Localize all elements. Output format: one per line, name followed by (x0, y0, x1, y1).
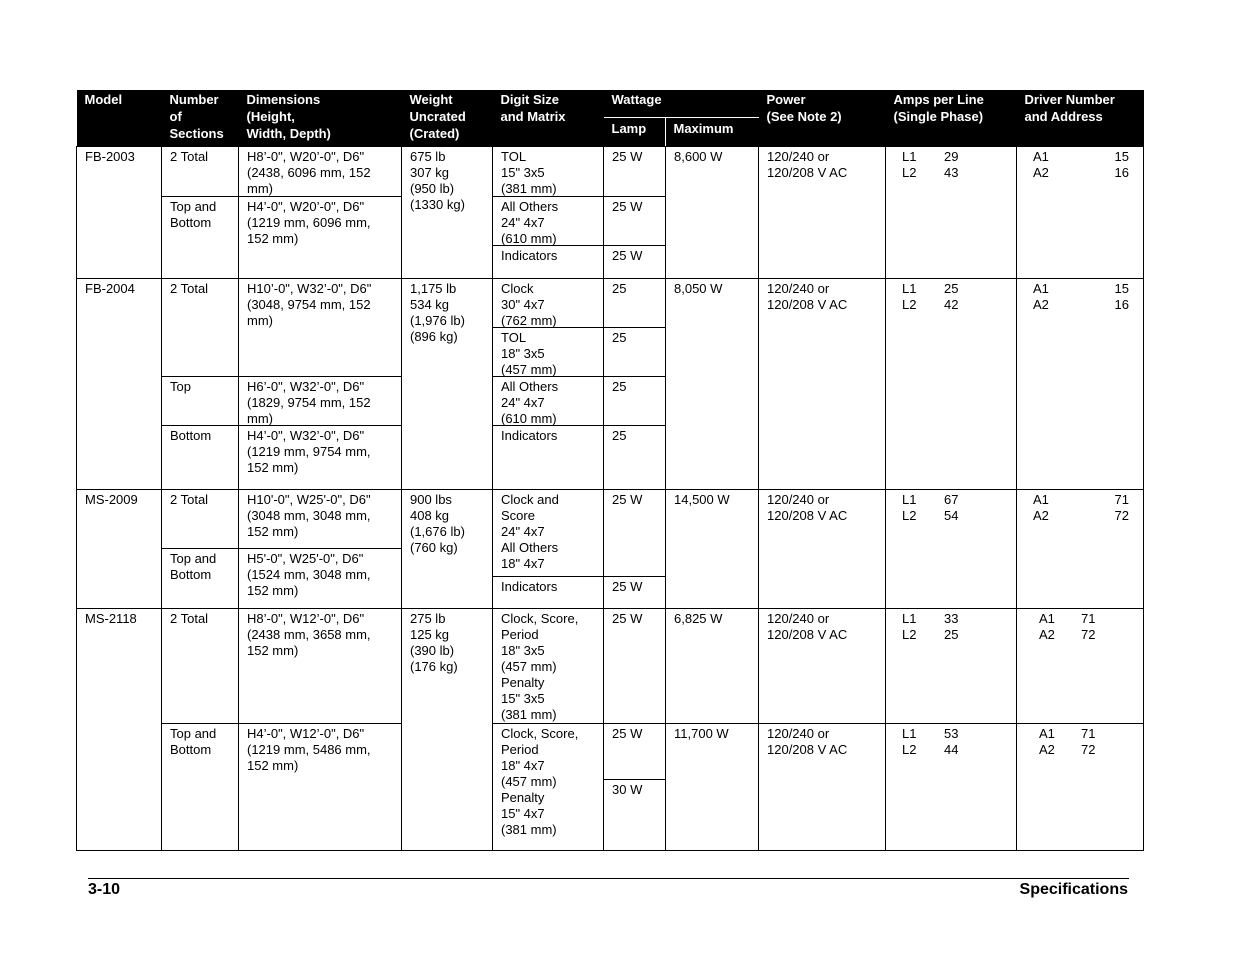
header-amps: Amps per Line (Single Phase) (886, 90, 1017, 147)
model-cell: FB-2004 (77, 279, 162, 490)
amps-cell: L1 L2 53 44 (886, 724, 1017, 851)
table-row (77, 279, 1144, 490)
lamp-cell: 25 W 30 W (604, 724, 666, 851)
lamp-cell: 25 W 25 W 25 W (604, 147, 666, 279)
sections-cell: Top and Bottom (162, 724, 239, 851)
dimensions-cell: H8’-0", W20’-0", D6" (2438, 6096 mm, 152 mm) H4’-0", W20’-0", D6" (1219 mm, 6096 mm, 152 mm) (239, 147, 402, 279)
weight-cell: 275 lb 125 kg (390 lb) (176 kg) (402, 609, 493, 851)
power-cell: 120/240 or 120/208 V AC (759, 609, 886, 724)
lamp-cell: 25 25 25 25 (604, 279, 666, 490)
driver-cell: A1 A2 71 72 (1017, 490, 1144, 609)
header-maximum: Maximum (673, 121, 734, 136)
specifications-table (76, 90, 1144, 851)
amps-cell: L1 L2 29 43 (886, 147, 1017, 279)
weight-cell: 675 lb 307 kg (950 lb) (1330 kg) (402, 147, 493, 279)
section-title: Specifications (1019, 881, 1128, 898)
header-dimensions: Dimensions (Height, Width, Depth) (239, 90, 402, 147)
header-wattage-title: Wattage (604, 90, 759, 118)
driver-cell: A1 A2 71 72 (1017, 609, 1144, 724)
table-header-row (77, 90, 1144, 147)
table-row (77, 724, 1144, 851)
weight-cell: 1,175 lb 534 kg (1,976 lb) (896 kg) (402, 279, 493, 490)
power-cell: 120/240 or 120/208 V AC (759, 724, 886, 851)
amps-cell: L1 L2 67 54 (886, 490, 1017, 609)
header-lamp: Lamp (604, 118, 666, 146)
model-cell: MS-2009 (77, 490, 162, 609)
table-row (77, 609, 1144, 724)
header-wattage (604, 90, 759, 147)
digit-cell: Clock and Score 24" 4x7 All Others 18" 4x7 Indicators (493, 490, 604, 609)
weight-cell: 900 lbs 408 kg (1,676 lb) (760 kg) (402, 490, 493, 609)
lamp-cell: 25 W (604, 609, 666, 724)
model-cell: FB-2003 (77, 147, 162, 279)
header-weight: Weight Uncrated (Crated) (402, 90, 493, 147)
amps-cell: L1 L2 25 42 (886, 279, 1017, 490)
maximum-cell: 11,700 W (666, 724, 759, 851)
digit-cell: Clock, Score, Period 18" 4x7 (457 mm) Penalty 15" 4x7 (381 mm) (493, 724, 604, 851)
dimensions-cell: H8’-0", W12’-0", D6" (2438 mm, 3658 mm, 152 mm) (239, 609, 402, 724)
dimensions-cell: H10’-0", W32’-0", D6" (3048, 9754 mm, 152 mm) H6’-0", W32’-0", D6" (1829, 9754 mm, 152 mm) H4’-0", W32’-0", D6" (1219 mm, 9754 mm, 152 mm) (239, 279, 402, 490)
lamp-cell: 25 W 25 W (604, 490, 666, 609)
driver-cell: A1 A2 71 72 (1017, 724, 1144, 851)
dimensions-cell: H4’-0", W12’-0", D6" (1219 mm, 5486 mm, 152 mm) (239, 724, 402, 851)
maximum-cell: 8,600 W (666, 147, 759, 279)
sections-cell: 2 Total Top Bottom (162, 279, 239, 490)
table-row (77, 490, 1144, 609)
power-cell: 120/240 or 120/208 V AC (759, 490, 886, 609)
model-cell: MS-2118 (77, 609, 162, 851)
amps-cell: L1 L2 33 25 (886, 609, 1017, 724)
power-cell: 120/240 or 120/208 V AC (759, 279, 886, 490)
maximum-cell: 8,050 W (666, 279, 759, 490)
digit-cell: TOL 15" 3x5 (381 mm) All Others 24" 4x7 (610 mm) Indicators (493, 147, 604, 279)
digit-cell: Clock 30" 4x7 (762 mm) TOL 18" 3x5 (457 mm) All Others 24" 4x7 (610 mm) Indicators (493, 279, 604, 490)
sections-cell: 2 Total Top and Bottom (162, 147, 239, 279)
power-cell: 120/240 or 120/208 V AC (759, 147, 886, 279)
header-sections: Number of Sections (162, 90, 239, 147)
digit-cell: Clock, Score, Period 18" 3x5 (457 mm) Penalty 15" 3x5 (381 mm) (493, 609, 604, 724)
table-row (77, 147, 1144, 279)
header-digit-size: Digit Size and Matrix (493, 90, 604, 147)
sections-cell: 2 Total (162, 609, 239, 724)
page-number: 3-10 (88, 881, 121, 898)
driver-cell: A1 A2 15 16 (1017, 147, 1144, 279)
maximum-cell: 6,825 W (666, 609, 759, 724)
dimensions-cell: H10'-0", W25'-0", D6" (3048 mm, 3048 mm, 152 mm) H5'-0", W25'-0", D6" (1524 mm, 3048 mm, 152 mm) (239, 490, 402, 609)
driver-cell: A1 A2 15 16 (1017, 279, 1144, 490)
footer-divider (88, 878, 1129, 879)
header-power: Power (See Note 2) (759, 90, 886, 147)
header-model: Model (77, 90, 162, 147)
maximum-cell: 14,500 W (666, 490, 759, 609)
header-driver: Driver Number and Address (1017, 90, 1144, 147)
sections-cell: 2 Total Top and Bottom (162, 490, 239, 609)
